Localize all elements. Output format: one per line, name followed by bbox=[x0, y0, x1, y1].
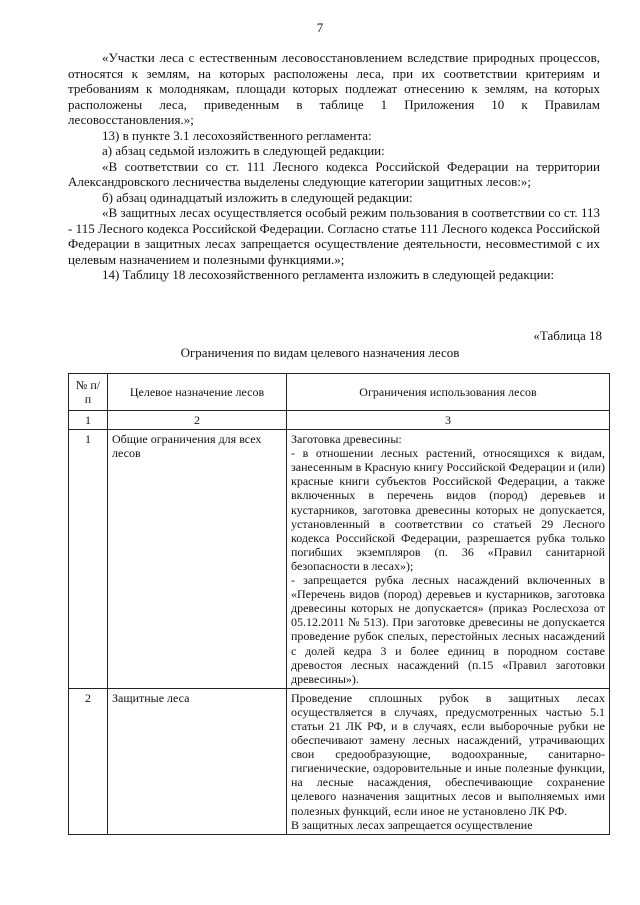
table-row bbox=[69, 688, 610, 834]
paragraph: а) абзац седьмой изложить в следующей редакции: bbox=[102, 143, 385, 158]
row-number: 1 bbox=[69, 430, 108, 689]
restriction-text: - в отношении лесных растений, относящихся к видам, занесенным в Красную книгу Российской Федерации и (или) красные книги субъектов Российской Федерации, а также включенных в перечень видов (пород) деревьев и кустарников, заготовка древесины которых не допускается, установленный в соответствии со статьей 29 Лесного кодекса Российской Федерации, разрешается рубка только погибших экземпляров (п. 36 «Правил санитарной безопасности в лесах»); bbox=[291, 446, 605, 573]
header-restrictions: Ограничения использования лесов bbox=[287, 374, 610, 411]
table-row bbox=[69, 430, 610, 689]
body-text bbox=[68, 50, 600, 283]
header-purpose: Целевое назначение лесов bbox=[108, 374, 287, 411]
index-cell: 3 bbox=[287, 411, 610, 430]
index-cell: 2 bbox=[108, 411, 287, 430]
index-cell: 1 bbox=[69, 411, 108, 430]
restrictions-table bbox=[68, 373, 610, 835]
row-number: 2 bbox=[69, 688, 108, 834]
row-purpose: Защитные леса bbox=[108, 688, 287, 834]
table-caption: «Таблица 18 bbox=[533, 328, 602, 343]
restriction-text: Проведение сплошных рубок в защитных лесах осуществляется в случаях, предусмотренных частью 5.1 статьи 21 ЛК РФ, и в случаях, если выборочные рубки не обеспечивают замену лесных насаждений, утрачивающих свои средообразующие, водоохранные, санитарно-гигиенические, оздоровительные и иные полезные функции, на лесные насаждения, обеспечивающие сохранение целевого назначения защитных лесов и выполняемых ими полезных функций, если иное не установлено ЛК РФ. bbox=[291, 690, 605, 818]
table-header-row bbox=[69, 374, 610, 411]
row-restrictions bbox=[287, 688, 610, 834]
paragraph: 13) в пункте 3.1 лесохозяйственного регламента: bbox=[102, 127, 372, 143]
paragraph: б) абзац одинадцатый изложить в следующей редакции: bbox=[102, 189, 413, 205]
restriction-text: - запрещается рубка лесных насаждений включенных в «Перечень видов (пород) деревьев и кустарников, заготовка древесины которых не допускается» (приказ Рослесхоза от 05.12.2011 № 513). При заготовке древесины не допускается проведение рубок спелых, перестойных лесных насаждений с долей кедра 3 и более единиц в породном составе древостоя лесных насаждений (п.15 «Правил заготовки древесины»). bbox=[291, 573, 605, 686]
header-number: № п/п bbox=[69, 374, 108, 411]
paragraph: «В защитных лесах осуществляется особый режим пользования в соответствии со ст. 113 - 115 Лесного кодекса Российской Федерации. Согласно статье 111 Лесного кодекса Российской Федерации в защитных лесах запрещается осуществление деятельности, несовместимой с их целевым назначением и полезными функциями.»; bbox=[68, 205, 600, 267]
paragraph: «Участки леса с естественным лесовосстановлением вследствие природных процессов, относятся к землям, на которых расположены леса, при их соответствии критериям и требованиям к молоднякам, площади которых подлежат отнесению к землям, на которых расположены леса, приведенным в таблице 1 Приложения 10 к Правилам лесовосстановления.»; bbox=[68, 50, 600, 127]
paragraph: «В соответствии со ст. 111 Лесного кодекса Российской Федерации на территории Александровского лесничества выделены следующие категории защитных лесов:»; bbox=[68, 158, 600, 189]
restriction-text: Заготовка древесины: bbox=[291, 432, 402, 447]
row-restrictions bbox=[287, 430, 610, 689]
paragraph: 14) Таблицу 18 лесохозяйственного регламента изложить в следующей редакции: bbox=[102, 267, 555, 282]
restriction-text: В защитных лесах запрещается осуществление bbox=[291, 817, 533, 832]
table-index-row bbox=[69, 411, 610, 430]
page-number: 7 bbox=[316, 20, 324, 35]
table-title: Ограничения по видам целевого назначения лесов bbox=[180, 345, 460, 360]
row-purpose: Общие ограничения для всех лесов bbox=[108, 430, 287, 689]
